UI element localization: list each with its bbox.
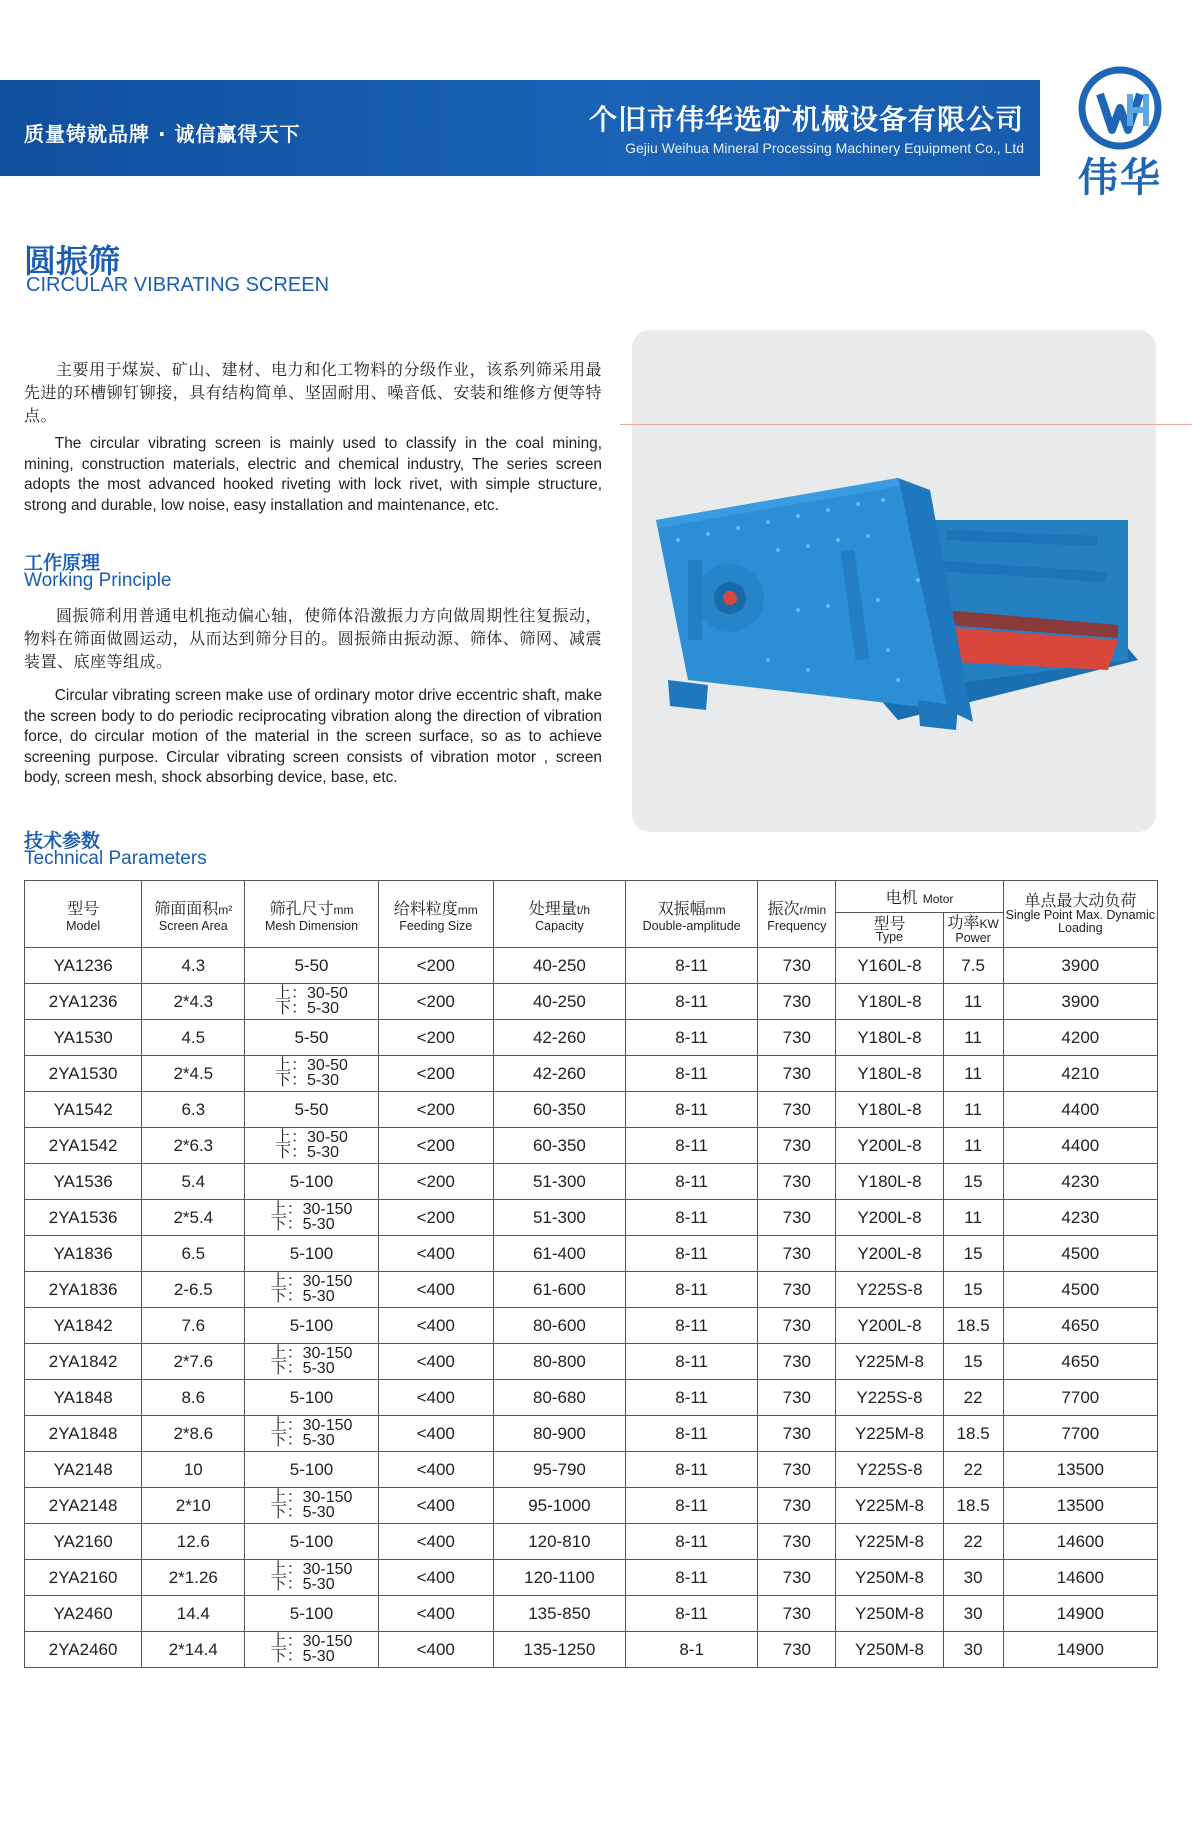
table-cell-type: Y200L-8 <box>836 1200 943 1236</box>
table-cell-amp: 8-11 <box>626 1200 758 1236</box>
table-cell-feed: <400 <box>378 1344 493 1380</box>
table-cell-cap: 80-680 <box>493 1380 625 1416</box>
table-cell-feed: <400 <box>378 1236 493 1272</box>
table-cell-area: 4.3 <box>142 948 245 984</box>
table-cell-feed: <400 <box>378 1488 493 1524</box>
table-cell-cap: 95-790 <box>493 1452 625 1488</box>
table-cell-area: 2-6.5 <box>142 1272 245 1308</box>
table-cell-type: Y225M-8 <box>836 1488 943 1524</box>
table-row <box>25 1236 1158 1272</box>
table-cell-amp: 8-11 <box>626 1344 758 1380</box>
table-cell-power: 7.5 <box>943 948 1003 984</box>
table-cell-cap: 135-1250 <box>493 1632 625 1668</box>
table-cell-model: YA1542 <box>25 1092 142 1128</box>
table-cell-type: Y225S-8 <box>836 1380 943 1416</box>
table-cell-freq: 730 <box>758 1452 836 1488</box>
vibrating-screen-image <box>648 460 1138 740</box>
table-cell-mesh: 5-100 <box>245 1236 378 1272</box>
table-cell-model: 2YA1530 <box>25 1056 142 1092</box>
table-cell-load: 4500 <box>1003 1236 1157 1272</box>
table-cell-feed: <200 <box>378 1200 493 1236</box>
table-cell-type: Y225M-8 <box>836 1344 943 1380</box>
table-cell-load: 7700 <box>1003 1380 1157 1416</box>
table-cell-load: 14900 <box>1003 1596 1157 1632</box>
table-cell-type: Y225M-8 <box>836 1524 943 1560</box>
table-cell-freq: 730 <box>758 1020 836 1056</box>
table-cell-model: YA1848 <box>25 1380 142 1416</box>
table-cell-mesh: 5-100 <box>245 1452 378 1488</box>
table-row <box>25 1524 1158 1560</box>
table-cell-mesh: 5-50 <box>245 1092 378 1128</box>
table-cell-power: 15 <box>943 1164 1003 1200</box>
table-cell-area: 2*1.26 <box>142 1560 245 1596</box>
header-motor: 电机 Motor <box>836 881 1003 913</box>
table-cell-area: 2*4.3 <box>142 984 245 1020</box>
table-cell-model: YA2160 <box>25 1524 142 1560</box>
table-cell-feed: <200 <box>378 1128 493 1164</box>
table-cell-mesh: 上：30-150 下：5-30 <box>245 1416 378 1452</box>
table-cell-model: 2YA1542 <box>25 1128 142 1164</box>
table-cell-cap: 42-260 <box>493 1056 625 1092</box>
table-cell-cap: 61-600 <box>493 1272 625 1308</box>
table-cell-cap: 120-1100 <box>493 1560 625 1596</box>
table-cell-freq: 730 <box>758 1308 836 1344</box>
header-dynamic-loading: 单点最大动负荷 Single Point Max. Dynamic Loading <box>1003 881 1157 948</box>
table-cell-freq: 730 <box>758 1524 836 1560</box>
table-cell-load: 3900 <box>1003 948 1157 984</box>
table-cell-model: YA1536 <box>25 1164 142 1200</box>
table-cell-load: 7700 <box>1003 1416 1157 1452</box>
table-cell-type: Y250M-8 <box>836 1632 943 1668</box>
table-cell-mesh: 5-50 <box>245 1020 378 1056</box>
table-cell-amp: 8-11 <box>626 1272 758 1308</box>
tech-params-rows <box>25 948 1158 1668</box>
table-cell-freq: 730 <box>758 1128 836 1164</box>
table-cell-power: 30 <box>943 1596 1003 1632</box>
table-cell-model: YA1836 <box>25 1236 142 1272</box>
table-cell-freq: 730 <box>758 1560 836 1596</box>
table-cell-model: 2YA2148 <box>25 1488 142 1524</box>
table-row <box>25 1092 1158 1128</box>
table-cell-feed: <400 <box>378 1380 493 1416</box>
table-cell-area: 2*6.3 <box>142 1128 245 1164</box>
table-cell-load: 14900 <box>1003 1632 1157 1668</box>
table-cell-feed: <400 <box>378 1560 493 1596</box>
table-row <box>25 1416 1158 1452</box>
table-cell-mesh: 5-100 <box>245 1380 378 1416</box>
table-cell-amp: 8-11 <box>626 1596 758 1632</box>
table-cell-freq: 730 <box>758 1164 836 1200</box>
table-cell-area: 8.6 <box>142 1380 245 1416</box>
table-cell-feed: <400 <box>378 1596 493 1632</box>
table-cell-power: 18.5 <box>943 1488 1003 1524</box>
table-cell-feed: <400 <box>378 1452 493 1488</box>
table-cell-type: Y200L-8 <box>836 1308 943 1344</box>
table-cell-amp: 8-11 <box>626 1128 758 1164</box>
table-cell-feed: <200 <box>378 984 493 1020</box>
table-cell-cap: 60-350 <box>493 1128 625 1164</box>
table-cell-model: YA2148 <box>25 1452 142 1488</box>
table-cell-load: 4200 <box>1003 1020 1157 1056</box>
table-cell-area: 2*5.4 <box>142 1200 245 1236</box>
table-cell-mesh: 上：30-50 下：5-30 <box>245 1056 378 1092</box>
header-mesh-dimension: 筛孔尺寸mm Mesh Dimension <box>245 881 378 948</box>
table-cell-freq: 730 <box>758 1092 836 1128</box>
table-cell-cap: 80-900 <box>493 1416 625 1452</box>
table-cell-freq: 730 <box>758 1272 836 1308</box>
table-cell-area: 2*10 <box>142 1488 245 1524</box>
table-row <box>25 1272 1158 1308</box>
table-cell-load: 14600 <box>1003 1560 1157 1596</box>
table-cell-amp: 8-11 <box>626 1560 758 1596</box>
working-principle-text-cn: 圆振筛利用普通电机拖动偏心轴，使筛体沿激振力方向做周期性往复振动，物料在筛面做圆运动，从而达到筛分目的。圆振筛由振动源、筛体、筛网、减震装置、底座等组成。 <box>24 606 602 671</box>
table-cell-load: 4210 <box>1003 1056 1157 1092</box>
table-cell-model: 2YA2460 <box>25 1632 142 1668</box>
table-cell-cap: 51-300 <box>493 1200 625 1236</box>
table-cell-type: Y160L-8 <box>836 948 943 984</box>
tech-params-title-en: Technical Parameters <box>24 848 207 869</box>
table-cell-model: 2YA2160 <box>25 1560 142 1596</box>
table-cell-load: 13500 <box>1003 1488 1157 1524</box>
table-cell-model: YA1236 <box>25 948 142 984</box>
table-cell-load: 3900 <box>1003 984 1157 1020</box>
table-cell-cap: 40-250 <box>493 948 625 984</box>
table-cell-amp: 8-11 <box>626 1164 758 1200</box>
table-cell-area: 12.6 <box>142 1524 245 1560</box>
table-cell-feed: <200 <box>378 1020 493 1056</box>
table-cell-load: 4400 <box>1003 1128 1157 1164</box>
table-cell-power: 15 <box>943 1236 1003 1272</box>
table-cell-model: 2YA1842 <box>25 1344 142 1380</box>
table-cell-cap: 51-300 <box>493 1164 625 1200</box>
table-cell-model: 2YA1836 <box>25 1272 142 1308</box>
table-cell-area: 10 <box>142 1452 245 1488</box>
table-cell-area: 7.6 <box>142 1308 245 1344</box>
tech-params-title-cn: 技术参数 <box>24 830 101 852</box>
table-cell-cap: 80-600 <box>493 1308 625 1344</box>
table-cell-mesh: 上：30-50 下：5-30 <box>245 984 378 1020</box>
header-motor-type: 型号 Type <box>836 913 943 948</box>
table-cell-power: 22 <box>943 1452 1003 1488</box>
table-cell-power: 18.5 <box>943 1308 1003 1344</box>
table-cell-power: 11 <box>943 1056 1003 1092</box>
table-cell-type: Y180L-8 <box>836 1092 943 1128</box>
table-cell-mesh: 5-100 <box>245 1308 378 1344</box>
table-cell-cap: 61-400 <box>493 1236 625 1272</box>
table-cell-mesh: 上：30-150 下：5-30 <box>245 1344 378 1380</box>
table-cell-area: 2*7.6 <box>142 1344 245 1380</box>
table-cell-cap: 40-250 <box>493 984 625 1020</box>
table-cell-model: 2YA1848 <box>25 1416 142 1452</box>
table-cell-type: Y180L-8 <box>836 1056 943 1092</box>
table-cell-type: Y180L-8 <box>836 1164 943 1200</box>
table-cell-area: 2*4.5 <box>142 1056 245 1092</box>
table-cell-type: Y250M-8 <box>836 1596 943 1632</box>
table-cell-cap: 60-350 <box>493 1092 625 1128</box>
table-cell-cap: 80-800 <box>493 1344 625 1380</box>
table-cell-power: 22 <box>943 1524 1003 1560</box>
table-cell-mesh: 5-100 <box>245 1596 378 1632</box>
table-cell-type: Y180L-8 <box>836 1020 943 1056</box>
table-cell-amp: 8-11 <box>626 1488 758 1524</box>
table-cell-feed: <200 <box>378 1092 493 1128</box>
table-cell-freq: 730 <box>758 1596 836 1632</box>
table-cell-freq: 730 <box>758 1416 836 1452</box>
table-cell-amp: 8-11 <box>626 948 758 984</box>
table-cell-mesh: 5-100 <box>245 1164 378 1200</box>
table-cell-area: 6.5 <box>142 1236 245 1272</box>
table-cell-model: 2YA1536 <box>25 1200 142 1236</box>
header-feeding-size: 给料粒度mm Feeding Size <box>378 881 493 948</box>
logo-text: 伟华 <box>1078 155 1162 201</box>
table-cell-power: 11 <box>943 1128 1003 1164</box>
table-cell-model: YA1842 <box>25 1308 142 1344</box>
table-cell-freq: 730 <box>758 984 836 1020</box>
table-row <box>25 1380 1158 1416</box>
table-cell-amp: 8-11 <box>626 1020 758 1056</box>
table-cell-model: YA2460 <box>25 1596 142 1632</box>
table-cell-type: Y225S-8 <box>836 1452 943 1488</box>
table-cell-feed: <200 <box>378 1056 493 1092</box>
header-frequency: 振次r/min Frequency <box>758 881 836 948</box>
table-cell-load: 4230 <box>1003 1164 1157 1200</box>
table-cell-cap: 95-1000 <box>493 1488 625 1524</box>
table-row <box>25 948 1158 984</box>
table-cell-amp: 8-11 <box>626 1524 758 1560</box>
table-row <box>25 1164 1158 1200</box>
table-cell-freq: 730 <box>758 1344 836 1380</box>
header-screen-area: 筛面面积m² Screen Area <box>142 881 245 948</box>
table-cell-type: Y200L-8 <box>836 1236 943 1272</box>
table-cell-mesh: 5-100 <box>245 1524 378 1560</box>
company-name-en: Gejiu Weihua Mineral Processing Machinery Equipment Co., Ltd <box>625 140 1024 156</box>
table-cell-mesh: 上：30-150 下：5-30 <box>245 1632 378 1668</box>
table-cell-amp: 8-11 <box>626 1092 758 1128</box>
working-principle-text-en: Circular vibrating screen make use of ordinary motor drive eccentric shaft, make the screen body to do periodic reciprocating vibration along the direction of vibration force, do circular motion of the material in the screen surface, so as to achieve screening purpose. Circular vibrating screen consists of vibration motor , screen body, screen mesh, shock absorbing device, base, etc. <box>24 687 602 787</box>
table-row <box>25 1020 1158 1056</box>
table-cell-freq: 730 <box>758 948 836 984</box>
table-cell-amp: 8-11 <box>626 1416 758 1452</box>
table-cell-feed: <400 <box>378 1308 493 1344</box>
table-cell-type: Y200L-8 <box>836 1128 943 1164</box>
company-name-cn: 个旧市伟华选矿机械设备有限公司 <box>588 103 1024 136</box>
table-cell-power: 22 <box>943 1380 1003 1416</box>
page-title-en: CIRCULAR VIBRATING SCREEN <box>26 274 330 296</box>
table-row <box>25 1560 1158 1596</box>
table-cell-area: 2*14.4 <box>142 1632 245 1668</box>
table-cell-amp: 8-11 <box>626 1380 758 1416</box>
table-cell-feed: <400 <box>378 1416 493 1452</box>
table-cell-load: 14600 <box>1003 1524 1157 1560</box>
table-cell-feed: <200 <box>378 1164 493 1200</box>
table-cell-amp: 8-11 <box>626 1236 758 1272</box>
table-cell-power: 15 <box>943 1344 1003 1380</box>
table-cell-mesh: 5-50 <box>245 948 378 984</box>
table-cell-power: 15 <box>943 1272 1003 1308</box>
table-row <box>25 1632 1158 1668</box>
table-cell-area: 5.4 <box>142 1164 245 1200</box>
table-row <box>25 1344 1158 1380</box>
table-cell-mesh: 上：30-150 下：5-30 <box>245 1488 378 1524</box>
table-cell-freq: 730 <box>758 1488 836 1524</box>
table-cell-cap: 42-260 <box>493 1020 625 1056</box>
table-cell-feed: <400 <box>378 1632 493 1668</box>
table-cell-load: 4230 <box>1003 1200 1157 1236</box>
table-cell-model: 2YA1236 <box>25 984 142 1020</box>
table-cell-area: 2*8.6 <box>142 1416 245 1452</box>
table-row <box>25 1200 1158 1236</box>
table-cell-mesh: 上：30-150 下：5-30 <box>245 1200 378 1236</box>
table-cell-freq: 730 <box>758 1056 836 1092</box>
page-title-cn: 圆振筛 <box>24 242 121 280</box>
table-row <box>25 1488 1158 1524</box>
table-cell-type: Y225S-8 <box>836 1272 943 1308</box>
table-cell-load: 4400 <box>1003 1092 1157 1128</box>
table-cell-freq: 730 <box>758 1236 836 1272</box>
table-cell-mesh: 上：30-50 下：5-30 <box>245 1128 378 1164</box>
header-capacity: 处理量t/h Capacity <box>493 881 625 948</box>
table-cell-amp: 8-11 <box>626 984 758 1020</box>
table-row <box>25 1308 1158 1344</box>
table-row <box>25 984 1158 1020</box>
table-cell-feed: <200 <box>378 948 493 984</box>
table-row <box>25 1056 1158 1092</box>
table-cell-power: 30 <box>943 1632 1003 1668</box>
table-row <box>25 1128 1158 1164</box>
header-double-amplitude: 双振幅mm Double-amplitude <box>626 881 758 948</box>
table-row <box>25 1452 1158 1488</box>
table-cell-area: 14.4 <box>142 1596 245 1632</box>
table-cell-power: 11 <box>943 1200 1003 1236</box>
table-cell-amp: 8-11 <box>626 1452 758 1488</box>
working-principle-title-en: Working Principle <box>24 570 172 591</box>
tech-params-table <box>24 880 1158 1668</box>
table-cell-type: Y180L-8 <box>836 984 943 1020</box>
table-cell-type: Y225M-8 <box>836 1416 943 1452</box>
table-cell-freq: 730 <box>758 1632 836 1668</box>
table-cell-power: 11 <box>943 1020 1003 1056</box>
table-cell-freq: 730 <box>758 1380 836 1416</box>
decorative-divider <box>620 424 1192 425</box>
slogan: 质量铸就品牌 · 诚信赢得天下 <box>24 122 301 146</box>
intro-text-en: The circular vibrating screen is mainly used to classify in the coal mining, mining, construction materials, electric and chemical industry, The series screen adopts the most advanced hooked riveting with lock rivet, with simple structure, strong and durable, low noise, easy installation and maintenance, etc. <box>24 435 602 514</box>
table-cell-amp: 8-11 <box>626 1056 758 1092</box>
table-cell-area: 6.3 <box>142 1092 245 1128</box>
table-cell-mesh: 上：30-150 下：5-30 <box>245 1560 378 1596</box>
table-cell-load: 4500 <box>1003 1272 1157 1308</box>
header-motor-power: 功率KW Power <box>943 913 1003 948</box>
table-cell-type: Y250M-8 <box>836 1560 943 1596</box>
table-cell-power: 18.5 <box>943 1416 1003 1452</box>
table-cell-power: 11 <box>943 1092 1003 1128</box>
table-cell-power: 11 <box>943 984 1003 1020</box>
table-cell-freq: 730 <box>758 1200 836 1236</box>
table-cell-load: 4650 <box>1003 1344 1157 1380</box>
table-cell-power: 30 <box>943 1560 1003 1596</box>
table-cell-area: 4.5 <box>142 1020 245 1056</box>
table-cell-load: 4650 <box>1003 1308 1157 1344</box>
table-cell-feed: <400 <box>378 1272 493 1308</box>
table-cell-model: YA1530 <box>25 1020 142 1056</box>
header-model: 型号 Model <box>25 881 142 948</box>
table-cell-amp: 8-1 <box>626 1632 758 1668</box>
working-principle-title-cn: 工作原理 <box>24 552 101 574</box>
table-cell-mesh: 上：30-150 下：5-30 <box>245 1272 378 1308</box>
table-cell-cap: 120-810 <box>493 1524 625 1560</box>
table-cell-feed: <400 <box>378 1524 493 1560</box>
table-cell-cap: 135-850 <box>493 1596 625 1632</box>
table-row <box>25 1596 1158 1632</box>
table-cell-amp: 8-11 <box>626 1308 758 1344</box>
intro-text-cn: 主要用于煤炭、矿山、建材、电力和化工物料的分级作业，该系列筛采用最先进的环槽铆钉铆接，具有结构简单、坚固耐用、噪音低、安装和维修方便等特点。 <box>24 360 602 425</box>
table-cell-load: 13500 <box>1003 1452 1157 1488</box>
